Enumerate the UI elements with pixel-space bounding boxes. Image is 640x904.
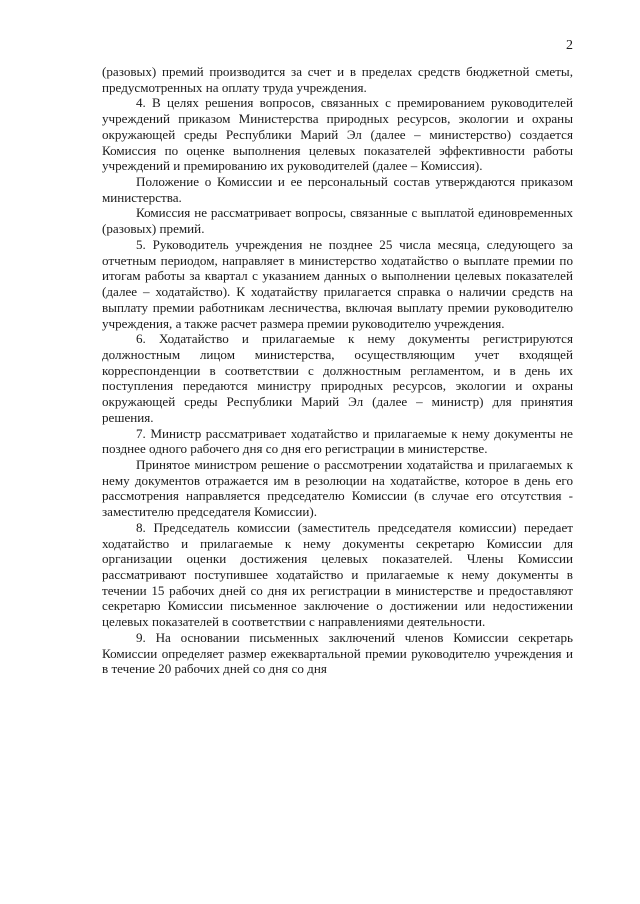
paragraph-item-8: 8. Председатель комиссии (заместитель председателя комиссии) передает ходатайство и прилагаемые к нему документы секретарю Комиссии для организации оценки достижения целевых показателей. Члены Комиссии рассматривают поступившее ходатайство и прилагаемые к нему документы в течении 15 рабочих дней со дня их регистрации в министерстве и предоставляют секретарю Комиссии письменное заключение о достижении или недостижении целевых показателей в соответствии с направлениями деятельности.: [102, 519, 573, 630]
page-number: 2: [566, 38, 573, 53]
paragraph-commission-exclusion: Комиссия не рассматривает вопросы, связанные с выплатой единовременных (разовых) премий.: [102, 205, 573, 237]
paragraph-item-6: 6. Ходатайство и прилагаемые к нему документы регистрируются должностным лицом министерства, осуществляющим учет входящей корреспонденции в соответствии с должностным регламентом, и в день их поступления передаются министру природных ресурсов, экологии и охраны окружающей среды Республики Марий Эл (далее – министр) для принятия решения.: [102, 331, 573, 425]
paragraph-item-7: 7. Министр рассматривает ходатайство и прилагаемые к нему документы не позднее одного рабочего дня со дня его регистрации в министерстве.: [102, 425, 573, 457]
paragraph-item-9: 9. На основании письменных заключений членов Комиссии секретарь Комиссии определяет размер ежеквартальной премии руководителю учреждения и в течение 20 рабочих дней со дня со дня: [102, 629, 573, 677]
paragraph-continuation: (разовых) премий производится за счет и в пределах средств бюджетной сметы, предусмотренных на оплату труда учреждения.: [102, 64, 573, 95]
paragraph-commission-regulation: Положение о Комиссии и ее персональный состав утверждаются приказом министерства.: [102, 174, 573, 205]
paragraph-item-5: 5. Руководитель учреждения не позднее 25 числа месяца, следующего за отчетным периодом, направляет в министерство ходатайство о выплате премии по итогам работы за квартал с указанием данных о выполнении целевых показателей (далее – ходатайство). К ходатайству прилагается справка о наличии средств на выплату премии работникам лесничества, включая выплату премии руководителю учреждения, а также расчет размера премии руководителю учреждения.: [102, 236, 573, 331]
paragraph-minister-decision: Принятое министром решение о рассмотрении ходатайства и прилагаемых к нему документов отражается им в резолюции на ходатайстве, которое в день его рассмотрения направляется председателю Комиссии (в случае его отсутствия - заместителю председателя Комиссии).: [102, 456, 573, 520]
paragraph-item-4: 4. В целях решения вопросов, связанных с премированием руководителей учреждений приказом Министерства природных ресурсов, экологии и охраны окружающей среды Республики Марий Эл (далее – министерство) создается Комиссия по оценке выполнения целевых показателей эффективности работы учреждений и премированию их руководителей (далее – Комиссия).: [102, 95, 573, 174]
document-body: [102, 64, 573, 677]
